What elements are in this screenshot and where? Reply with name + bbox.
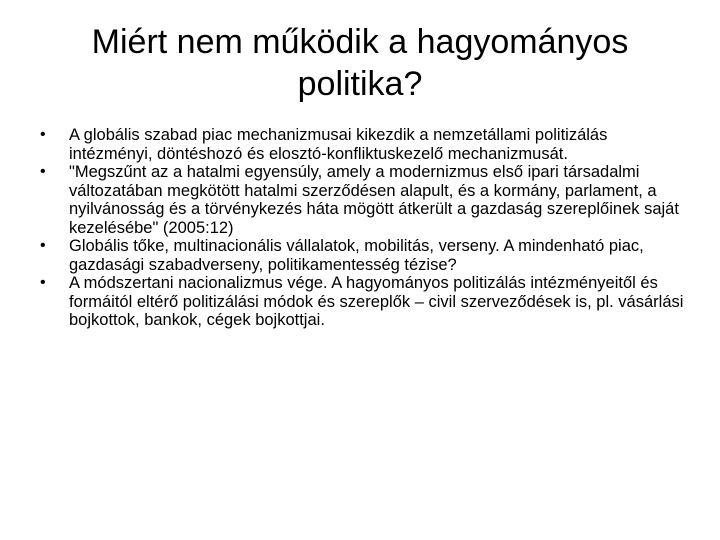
slide-title bbox=[20, 21, 700, 105]
bullet-text: A globális szabad piac mechanizmusai kikezdik a nemzetállami politizálás intézményi, döntéshozó és elosztó-konfliktuskezelő mechanizmusát. bbox=[69, 126, 608, 163]
bullet-icon: • bbox=[40, 237, 46, 254]
slide-title-line-2: politika? bbox=[297, 65, 423, 103]
bullet-icon: • bbox=[40, 126, 46, 143]
bullet-text: "Megszűnt az a hatalmi egyensúly, amely a modernizmus első ipari társadalmi változatában megkötött hatalmi szerződésen alapult, és a kormány, parlament, a nyilvánosság és a törvénykezés háta mögött átkerült a gazdaság szereplőinek saját kezelésébe" (2005:12) bbox=[69, 163, 679, 237]
bullet-item-global-market bbox=[40, 126, 685, 163]
slide-title-line-1: Miért nem működik a hagyományos bbox=[91, 23, 629, 61]
bullet-text: Globális tőke, multinacionális vállalatok, mobilitás, verseny. A mindenható piac, gazdasági szabadverseny, politikamentesség tézise? bbox=[69, 237, 644, 274]
bullet-text: A módszertani nacionalizmus vége. A hagyományos politizálás intézményeitől és formáitól eltérő politizálási módok és szereplők – civil szerveződések is, pl. vásárlási bojkottok, bankok, cégek bojkottjai. bbox=[69, 274, 684, 329]
bullet-icon: • bbox=[40, 163, 46, 180]
bullet-icon: • bbox=[40, 274, 46, 291]
bullet-list bbox=[40, 126, 685, 330]
bullet-item-global-capital bbox=[40, 237, 685, 274]
bullet-item-power-balance-quote bbox=[40, 163, 685, 237]
bullet-item-methodological-nationalism bbox=[40, 274, 685, 330]
